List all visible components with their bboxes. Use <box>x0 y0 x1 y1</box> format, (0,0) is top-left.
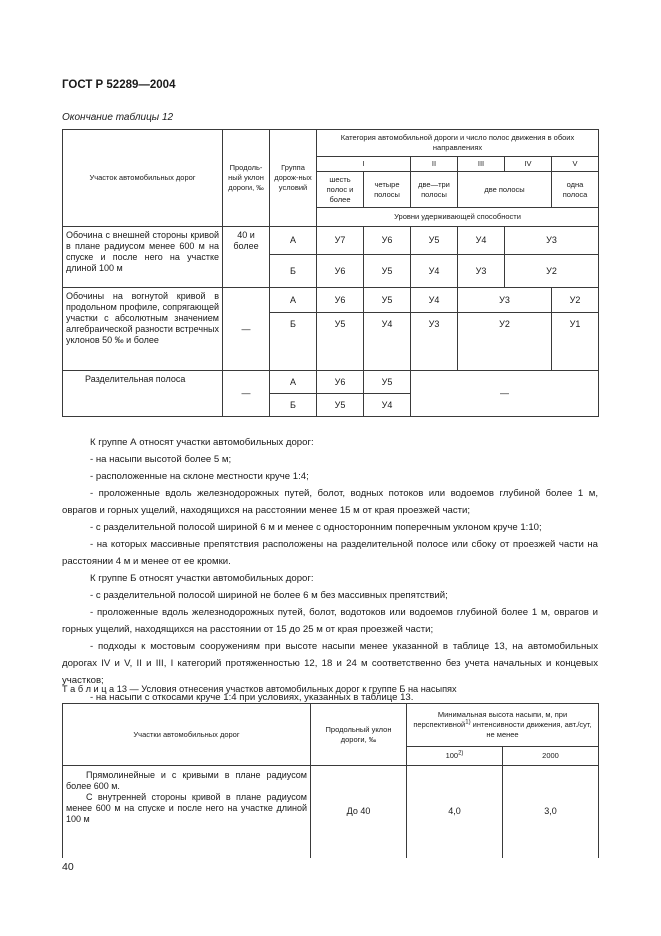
row2-group-a: А <box>270 288 317 313</box>
row3-a-c2: У5 <box>364 371 411 394</box>
row3-b-c1: У5 <box>317 394 364 417</box>
levels-header: Уровни удерживающей способности <box>317 208 599 227</box>
para-a-3: - проложенные вдоль железнодорожных путей, болот, водных потоков или водоемов глубиной более 1 м, оврагов и горных ущелий, находящихся на расстоянии менее 15 м от края проезжей части; <box>62 488 598 516</box>
row1-a-c3: У5 <box>411 227 458 255</box>
t13-col-slope: Продольный уклон дороги, ‰ <box>311 704 407 766</box>
cat-II: II <box>411 157 458 172</box>
row2-b-c2: У4 <box>364 313 411 371</box>
t13-row1-v1: 4,0 <box>407 766 503 858</box>
col-section-header: Участок автомобильных дорог <box>63 130 223 227</box>
para-b-2: - проложенные вдоль железнодорожных путей, болот, водотоков или водоемов глубиной более 1 м, оврагов и горных ущелий, находящихся на расстоянии от 15 до 25 м от края проезжей части; <box>62 607 598 635</box>
lanes-two-three: две—три полосы <box>411 172 458 208</box>
t13-row1-v2: 3,0 <box>503 766 599 858</box>
page-number: 40 <box>62 861 74 873</box>
t13-col-100: 100$^{2)}$ <box>407 747 503 766</box>
row2-a-c4: У3 <box>458 288 552 313</box>
row2-group-b: Б <box>270 313 317 371</box>
row1-b-c3: У4 <box>411 255 458 288</box>
row1-b-c2: У5 <box>364 255 411 288</box>
lanes-four: четыре полосы <box>364 172 411 208</box>
row2-a-c5: У2 <box>552 288 599 313</box>
row1-a-c5: У3 <box>505 227 599 255</box>
row3-b-c2: У4 <box>364 394 411 417</box>
row1-group-b: Б <box>270 255 317 288</box>
t13-row1-section: Прямолинейные и с кривыми в плане радиусом более 600 м. С внутренней стороны кривой в плане радиусом менее 600 м на спуске и после него на участке длиной 100 м <box>63 766 311 858</box>
body-text <box>62 434 598 706</box>
table-12 <box>62 129 599 417</box>
para-a-1: - на насыпи высотой более 5 м; <box>90 454 232 465</box>
para-a-4: - с разделительной полосой шириной 6 м и менее с односторонним поперечным уклоном круче 1:10; <box>90 522 542 533</box>
t13-col-2000: 2000 <box>503 747 599 766</box>
t13-row1-slope: До 40 <box>311 766 407 858</box>
col-group-header: Группа дорож-ных условий <box>270 130 317 227</box>
row3-section: Разделительная полоса <box>63 371 223 417</box>
row1-a-c2: У6 <box>364 227 411 255</box>
row2-slope: — <box>223 288 270 371</box>
row1-b-c1: У6 <box>317 255 364 288</box>
row3-rest: — <box>411 371 599 417</box>
para-b-3: - подходы к мостовым сооружениям при высоте насыпи менее указанной в таблице 13, на автомобильных дорогах IV и V, II и III, I категорий протяженностью 12, 18 и 24 м соответственно без учета начальных и концевых участков; <box>62 641 598 686</box>
t13-col-height: Минимальная высота насыпи, м, при перспективной$^{1)}$ интенсивности движения, авт./сут, не менее <box>407 704 599 747</box>
row1-group-a: А <box>270 227 317 255</box>
cat-III: III <box>458 157 505 172</box>
row2-section: Обочины на вогнутой кривой в продольном профиле, сопрягающей участки с абсолютным значением алгебраической разности встречных уклонов 50 ‰ и более <box>63 288 223 371</box>
table13-title: Т а б л и ц а 13 — Условия отнесения участков автомобильных дорог к группе Б на насыпях <box>62 684 457 694</box>
row1-b-c5: У2 <box>505 255 599 288</box>
lanes-two: две полосы <box>458 172 552 208</box>
para-group-b-intro: К группе Б относят участки автомобильных дорог: <box>90 573 314 584</box>
row2-b-c5: У1 <box>552 313 599 371</box>
row3-group-b: Б <box>270 394 317 417</box>
row1-a-c4: У4 <box>458 227 505 255</box>
para-a-2: - расположенные на склоне местности круче 1:4; <box>90 471 309 482</box>
cat-V: V <box>552 157 599 172</box>
row2-a-c1: У6 <box>317 288 364 313</box>
table-caption: Окончание таблицы 12 <box>62 112 174 123</box>
row1-section: Обочина с внешней стороны кривой в плане радиусом менее 600 м на спуске и после него на участке длиной 100 м <box>63 227 223 288</box>
row3-group-a: А <box>270 371 317 394</box>
lanes-six: шесть полос и более <box>317 172 364 208</box>
row2-b-c4: У2 <box>458 313 552 371</box>
row1-slope: 40 и более <box>223 227 270 288</box>
row2-b-c1: У5 <box>317 313 364 371</box>
para-group-a-intro: К группе А относят участки автомобильных дорог: <box>90 437 314 448</box>
cat-I: I <box>317 157 411 172</box>
para-b-1: - с разделительной полосой шириной не более 6 м без массивных препятствий; <box>90 590 448 601</box>
row3-slope: — <box>223 371 270 417</box>
t13-col-section: Участки автомобильных дорог <box>63 704 311 766</box>
lanes-one: одна полоса <box>552 172 599 208</box>
para-b-4: - на насыпи с откосами круче 1:4 при условиях, указанных в таблице 13. <box>90 692 414 703</box>
row1-b-c4: У3 <box>458 255 505 288</box>
row2-b-c3: У3 <box>411 313 458 371</box>
col-slope-header: Продоль-ный уклон дороги, ‰ <box>223 130 270 227</box>
cat-IV: IV <box>505 157 552 172</box>
page-header: ГОСТ Р 52289—2004 <box>62 79 176 91</box>
category-header: Категория автомобильной дороги и число полос движения в обоих направлениях <box>317 130 599 157</box>
row2-a-c3: У4 <box>411 288 458 313</box>
para-a-5: - на которых массивные препятствия расположены на разделительной полосе или сбоку от проезжей части на расстоянии 4 м и менее от ее кромки. <box>62 539 598 567</box>
row1-a-c1: У7 <box>317 227 364 255</box>
table-13 <box>62 703 599 858</box>
row2-a-c2: У5 <box>364 288 411 313</box>
row3-a-c1: У6 <box>317 371 364 394</box>
